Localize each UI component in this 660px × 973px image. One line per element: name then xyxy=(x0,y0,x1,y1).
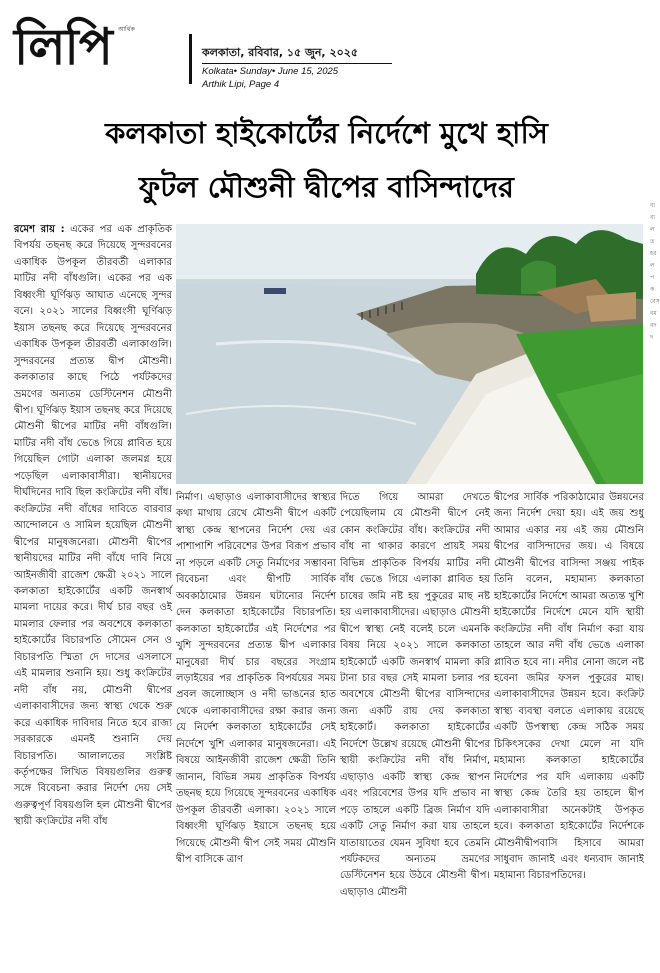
column-1-text: একের পর এক প্রাকৃতিক বিপর্যয় তছনছ করে দিয়েছে সুন্দরবনের একাধিক উপকূল তীরবর্তী এলাকার মাটির নদী বাঁধগুলি। একের পর এক বিধ্বংসী ঘূর্ণিঝড় আঘাত এনেছে সুন্দর বনে। ২০২১ সালের বিধ্বংসী ঘূর্ণিঝড় ইয়াস তছনছ করে দিয়েছে সুন্দরবনের একাধিক উপকূল তীরবর্তী এলাকাগুলি। সুন্দরবনের প্রত্যন্ত দ্বীপ মৌশুনী। কলকাতার কাছে পিঠে পর্যটকদের ভ্রমণের অন্যতম ডেস্টিনেশন মৌশুনী দ্বীপ। ঘূর্ণিঝড় ইয়াস তছনছ করে দিয়েছে মৌশুনী দ্বীপের মাটির নদী বাঁধগুলি। মাটির নদী বাঁধ ভেঙে গিয়ে প্লাবিত হয়ে গিয়েছিল গোটা এলাকা জলমগ্ন হয়ে পড়েছিল এলাকাবাসীরা। স্থানীয়দের দীর্ঘদিনের দাবি ছিল কংক্রিটের নদী বাঁধ। কংক্রিটের নদী বাঁধের দাবিতে বারবার আন্দোলনে ও সামিল হয়েছিল মৌশুনী দ্বীপের মানুষজনেরা। মৌশুনী দ্বীপের স্থানীয়দের মাটির নদী বাঁধে দাবি নিয়ে আইনজীবী রাজেশ ক্ষেত্রী ২০২১ সালে কলকাতা হাইকোর্টের একটি জনস্বার্থ মামলা দায়ের করে। দীর্ঘ চার বছর ওই মামলার ফেলার পর অবশেষে কলকাতা হাইকোর্টের বিচারপতি সৌমেন সেন ও বিচারপতি স্মিতা দে দাসের এসলাসে এই মামলার শুনানি হয়। শুধু কংক্রিটের নদী বাঁধ নয়, মৌশুনী দ্বীপের এলাকাবাসীদের জন্য স্বাস্থ্য থেকে শুরু করে একাধিক দাবিদার নিতে হবে রাজ্য সরকারকে এমনই শুনানি দেয় বিচারপতি। আলালতের সংশ্লিষ্ট কর্তৃপক্ষের লিখিত বিষয়গুলির গুরুত্ব সঙ্গে বিবেচনা করার নির্দেশ দেয় সেই গুরুত্বপূর্ণ বিষয়গুলি হল মৌশুনী দ্বীপের স্থায়ী কংক্রিটের নদী বাঁধ xyxy=(14,224,172,828)
river-embankment-photo-icon xyxy=(176,224,643,484)
byline: রমেশ রায় : xyxy=(14,224,65,235)
masthead-divider xyxy=(189,34,192,84)
headline-line-2: ফুটল মৌশুনী দ্বীপের বাসিন্দাদের xyxy=(139,170,514,204)
masthead xyxy=(14,17,374,90)
logo-prefix: আর্থিক xyxy=(118,26,135,33)
headline xyxy=(14,106,639,214)
article-column-2 xyxy=(176,490,336,970)
news-photo xyxy=(176,224,643,484)
column-4-text: দ্বীপের সার্বিক পরিকাঠামোর উন্নয়নের জন্য নির্দেশ দেয়া হয়। এই জয় শুধু আমার একার নয় এই জয় মৌশুনি দ্বীপের বাসিন্দাদের জয়। এ বিষয়ে মৌশুনী দ্বীপের বাসিন্দা সঞ্জয় পাইক তিনি বলেন, মহামান্য কলকাতা হাইকোর্টের নির্দেশে আমরা অত্যন্ত খুশি হাইকোর্টের নির্দেশে মেনে যদি স্থায়ী কংক্রিটের নদী বাঁধ নির্মাণ করা যায় তাহলে আর নদী বাঁধ ভেঙে এলাকা প্লাবিত হবে না। নদীর নোনা জলে নষ্ট হবেনা জমির ফসল পুকুরের মাছ। এলাকাবাসীদের উন্নয়ন হবে। কংক্রিট স্বাস্থ্য ব্যবস্থা বলতে এলাকায় রয়েছে একটি উপস্বাস্থ্য কেন্দ্র সঠিক সময় চিকিৎসকের দেখা মেলে না যদি মহামান্য কলকাতা হাইকোর্টের নির্দেশের পর যদি এলাকায় একটি স্বাস্থ্য কেন্দ্র তৈরি হয় তাহলে দ্বীপ এলাকাবাসীরা অনেকটাই উপকৃত হবে। কলকাতা হাইকোর্টের নির্দেশকে মৌশুনীদ্বীপবাসি হিসাবে আমরা সাধুবাদ জানাই এবং ধন্যবাদ জানাই মহামান্য বিচারপতিদের। xyxy=(494,492,644,882)
dateline-bengali: কলকাতা, রবিবার, ১৫ জুন, ২০২৫ xyxy=(202,46,359,59)
article-column-3 xyxy=(340,490,490,970)
page-reference: Arthik Lipi, Page 4 xyxy=(202,79,280,90)
article-column-1 xyxy=(14,222,172,970)
dateline-english: Kolkata• Sunday• June 15, 2025 xyxy=(202,66,339,77)
column-3-text: দিতে গিয়ে আমরা দেখতে পেয়েছিলাম যে মৌশুনী দ্বীপে নেই কোন কংক্রিটের বাঁধ। কংক্রিটের নদী বাঁধ না থাকার কারণে প্রায়ই সময় বিভিন্ন প্রাকৃতিক বিপর্যয় মাটির নদী বাঁধ ভেঙে গিয়ে এলাকা প্লাবিত হয় চাষের জমি নষ্ট হয় পুকুরের মাছ নষ্ট হয় এলাকাবাসীদের। এছাড়াও মৌশুনী দ্বীপে স্বাস্থ্য নেই বলেই চলে এমনকি বিষয় নিয়ে ২০২১ সালে কলকাতা হাইকোর্টে একটি জনস্বার্থ মামলা করি টানা চার বছর সেই মামলা চলার পর অবশেষে মৌশুনী দ্বীপের বাসিন্দাদের জন্য একটি রায় দেয় কলকাতা হাইকোর্ট। কলকাতা হাইকোর্টের নির্দেশে উল্লেখ রয়েছে মৌশুনী দ্বীপের স্থায়ী কংক্রিটের নদী বাঁধ নির্মাণ, এছাড়াও একটি স্বাস্থ্য কেন্দ্র স্থাপন এবং পরিবেশের উপর যদি প্রভাব না পড়ে তাহলে একটি ব্রিজ নির্মাণ যদি একটি সেতু নির্মাণ করা যায় তাহলে যাতায়াতের যেমন সুবিধা হবে তেমনি পর্যটকদের অন্যতম ভ্রমণের ডেস্টিনেশন হয়ে উঠবে মৌশুনী দ্বীপ। এছাড়াও মৌশুনী xyxy=(340,492,490,898)
headline-line-1: কলকাতা হাইকোর্টের নির্দেশে মুখে হাসি xyxy=(105,116,548,150)
column-2-text: নির্মাণ। এছাড়াও এলাকাবাসীদের স্বাস্থ্যর কথা মাথায় রেখে মৌশুনী দ্বীপে একটি স্বাস্থ্য কেন্দ্র স্থাপনের নির্দেশ দেয় এর পাশাপাশি পরিবেশের উপর বিরূপ প্রভাব না পড়লে একটি সেতু নির্মাণের সম্ভাবনা বিবেচনা এবং দ্বীপটি সার্বিক অবকাঠামোর উন্নয়ন ঘটানোর নির্দেশ দেন কলকাতা হাইকোর্টের বিচারপতি। কলকাতা হাইকোর্টের এই নির্দেশের পর খুশি সুন্দরবনের প্রত্যন্ত দ্বীপ এলাকার মানুষেরা দীর্ঘ চার বছরের সংগ্রাম লড়াইয়ের পর প্রাকৃতিক বিপর্যয়ের সময় প্রবল জলোচ্ছাস ও নদী ভাঙনের হাত থেকে এলাকাবাসীদের রক্ষা করার জন্য যে নির্দেশ কলকাতা হাইকোর্টের সেই নির্দেশে খুশি এলাকার মানুষজনেরা। এই বিষয়ে আইনজীবী রাজেশ ক্ষেত্রী তিনি জানান, বিভিন্ন সময় প্রাকৃতিক বিপর্যয় তছনছ হয়ে গিয়েছে সুন্দরবনের একাধিক উপকূল তীরবর্তী এলাকা। ২০২১ সালে বিধ্বংসী ঘূর্ণিঝড় ইয়াসে তছনছ হয়ে গিয়েছে মৌশুনী দ্বীপ সেই সময় মৌশুনি দ্বীপ বাসিকে ত্রাণ xyxy=(176,492,336,865)
article-column-4 xyxy=(494,490,644,970)
newspaper-logo: লিপি xyxy=(14,17,112,76)
adjacent-page-edge-text: ব্যব্যলতহরলপকবেসবমবদদ xyxy=(650,202,660,341)
dateline-rule xyxy=(202,63,392,64)
